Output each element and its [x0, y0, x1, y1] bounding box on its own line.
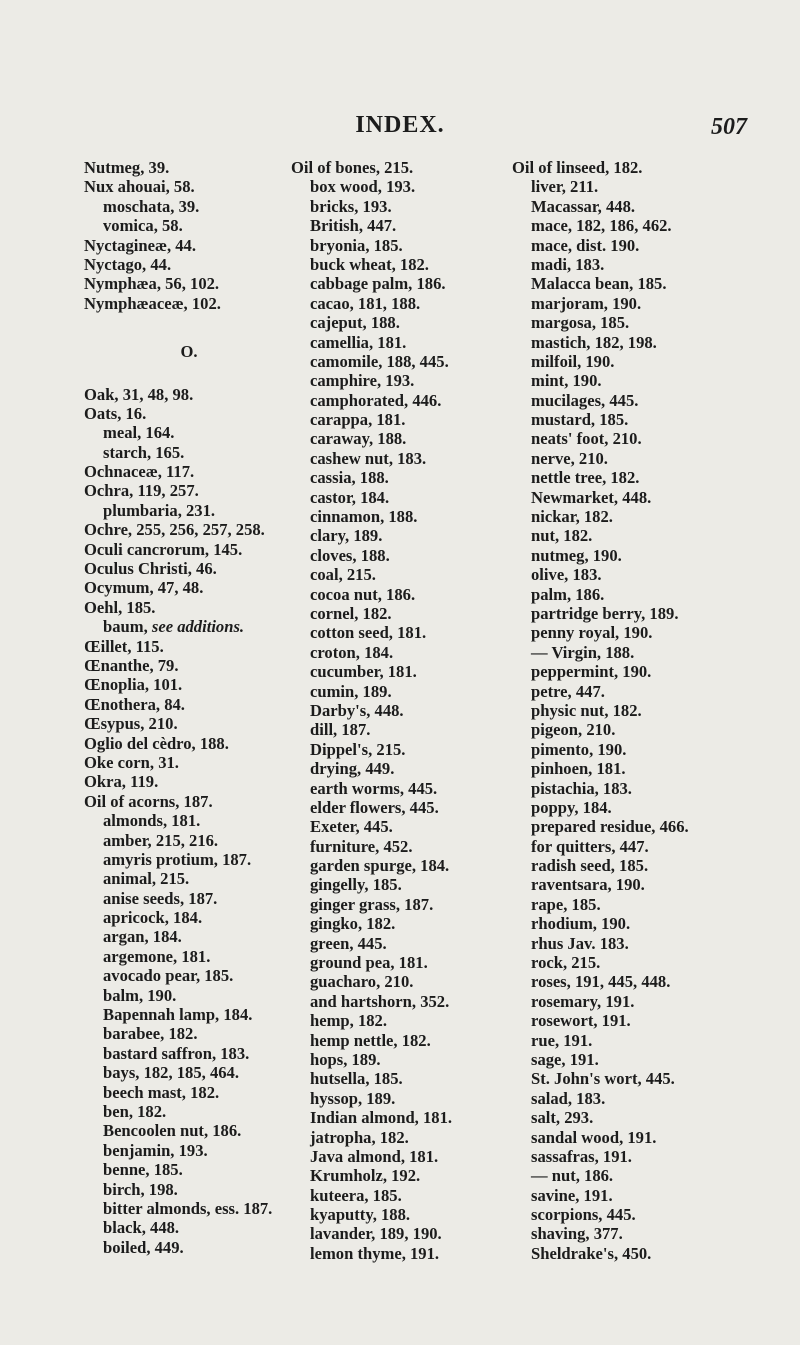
index-subentry: madi, 183.	[531, 254, 605, 274]
index-subentry: Bapennah lamp, 184.	[103, 1005, 253, 1025]
index-subentry: amyris protium, 187.	[103, 849, 252, 869]
index-entry: Œnoplia, 101.	[84, 675, 183, 695]
index-subentry: Exeter, 445.	[310, 817, 393, 837]
index-subentry: physic nut, 182.	[531, 700, 642, 720]
index-subentry: mustard, 185.	[531, 410, 629, 430]
index-subentry: salad, 183.	[531, 1088, 606, 1108]
index-column-1	[84, 158, 294, 1257]
index-subentry: sassafras, 191.	[531, 1146, 632, 1166]
page-title: INDEX.	[355, 112, 445, 138]
index-subentry: guacharo, 210.	[310, 972, 414, 992]
index-subentry: cacao, 181, 188.	[310, 293, 421, 313]
section-letter: O.	[180, 342, 198, 362]
index-subentry: cumin, 189.	[310, 681, 392, 701]
index-subentry: bryonia, 185.	[310, 235, 403, 255]
index-subentry: boiled, 449.	[103, 1237, 184, 1257]
index-subentry: nettle tree, 182.	[531, 468, 640, 488]
index-subentry: box wood, 193.	[310, 177, 416, 197]
index-subentry: neats' foot, 210.	[531, 429, 642, 449]
index-column-3	[512, 158, 757, 1263]
index-subentry: ground pea, 181.	[310, 953, 428, 973]
index-subentry: margosa, 185.	[531, 313, 630, 333]
index-entry: Okra, 119.	[84, 772, 159, 792]
index-subentry: moschata, 39.	[103, 196, 200, 216]
index-subentry: prepared residue, 466.	[531, 817, 689, 837]
index-subentry: St. John's wort, 445.	[531, 1069, 675, 1089]
index-entry: Œsypus, 210.	[84, 714, 178, 734]
index-subentry: camphorated, 446.	[310, 390, 442, 410]
index-subentry: gingko, 182.	[310, 914, 396, 934]
index-subentry: castor, 184.	[310, 487, 390, 507]
index-entry: Oil of bones, 215.	[291, 158, 414, 177]
index-entry: Ocymum, 47, 48.	[84, 578, 204, 598]
index-subentry: nerve, 210.	[531, 448, 608, 468]
index-subentry: animal, 215.	[103, 869, 190, 889]
index-subentry: kuteera, 185.	[310, 1185, 402, 1205]
index-subentry: bricks, 193.	[310, 196, 392, 216]
index-subentry: pistachia, 183.	[531, 778, 632, 798]
index-subentry: pinhoen, 181.	[531, 759, 626, 779]
index-subentry: hops, 189.	[310, 1049, 381, 1069]
index-subentry: cinnamon, 188.	[310, 507, 418, 527]
index-subentry: cocoa nut, 186.	[310, 584, 416, 604]
index-subentry: bays, 182, 185, 464.	[103, 1063, 239, 1083]
index-subentry: benjamin, 193.	[103, 1140, 208, 1160]
index-subentry: barabee, 182.	[103, 1024, 198, 1044]
index-subentry: olive, 183.	[531, 565, 602, 585]
index-subentry: coal, 215.	[310, 565, 376, 585]
index-subentry: Krumholz, 192.	[310, 1166, 421, 1186]
index-subentry: hyssop, 189.	[310, 1088, 396, 1108]
index-subentry: meal, 164.	[103, 423, 175, 443]
index-subentry: peppermint, 190.	[531, 662, 652, 682]
index-subentry: bastard saffron, 183.	[103, 1043, 250, 1063]
index-subentry: cassia, 188.	[310, 468, 389, 488]
index-subentry: cabbage palm, 186.	[310, 274, 446, 294]
index-subentry: Dippel's, 215.	[310, 739, 406, 759]
index-subentry: beech mast, 182.	[103, 1082, 220, 1102]
index-entry: Nymphæa, 56, 102.	[84, 274, 220, 294]
index-subentry: camellia, 181.	[310, 332, 407, 352]
index-subentry: scorpions, 445.	[531, 1205, 636, 1225]
page-header	[0, 112, 800, 142]
index-entry: Oculus Christi, 46.	[84, 559, 217, 579]
index-subentry: caraway, 188.	[310, 429, 407, 449]
index-subentry: drying, 449.	[310, 759, 395, 779]
index-entry: Oglio del cèdro, 188.	[84, 733, 229, 753]
index-subentry: nutmeg, 190.	[531, 545, 622, 565]
index-subentry: mace, 182, 186, 462.	[531, 216, 672, 236]
index-subentry: avocado pear, 185.	[103, 966, 234, 986]
index-subentry: Java almond, 181.	[310, 1146, 439, 1166]
page-number: 507	[711, 114, 747, 140]
index-subentry: furniture, 452.	[310, 836, 413, 856]
index-subentry: for quitters, 447.	[531, 836, 649, 856]
index-entry: Nymphæaceæ, 102.	[84, 293, 221, 313]
index-subentry: argemone, 181.	[103, 946, 211, 966]
index-subentry: balm, 190.	[103, 985, 177, 1005]
index-subentry: elder flowers, 445.	[310, 797, 439, 817]
index-subentry: almonds, 181.	[103, 811, 201, 831]
index-subentry: argan, 184.	[103, 927, 182, 947]
index-subentry: savine, 191.	[531, 1185, 613, 1205]
index-subentry: Darby's, 448.	[310, 700, 404, 720]
index-subentry: Macassar, 448.	[531, 196, 636, 216]
index-entry: Nyctago, 44.	[84, 254, 172, 274]
index-entry: Oculi cancrorum, 145.	[84, 539, 243, 559]
index-subentry: nut, 182.	[531, 526, 593, 546]
index-entry: Nutmeg, 39.	[84, 158, 170, 177]
index-subentry: kyaputty, 188.	[310, 1205, 411, 1225]
index-subentry: benne, 185.	[103, 1160, 183, 1180]
index-entry: Œnanthe, 79.	[84, 655, 179, 675]
index-subentry: carappa, 181.	[310, 410, 406, 430]
index-subentry: rhus Jav. 183.	[531, 933, 629, 953]
index-entry: Nux ahouai, 58.	[84, 177, 195, 197]
index-subentry: bitter almonds, ess. 187.	[103, 1198, 273, 1218]
index-entry: Oke corn, 31.	[84, 752, 179, 772]
index-subentry: cloves, 188.	[310, 545, 390, 565]
index-subentry: marjoram, 190.	[531, 293, 642, 313]
index-subentry: — Virgin, 188.	[531, 642, 635, 662]
index-subentry: nickar, 182.	[531, 507, 613, 527]
index-entry: Ochre, 255, 256, 257, 258.	[84, 520, 265, 540]
index-subentry: dill, 187.	[310, 720, 371, 740]
subentry-text: baum,	[103, 617, 152, 637]
index-subentry: croton, 184.	[310, 642, 394, 662]
index-subentry: sage, 191.	[531, 1049, 599, 1069]
index-subentry: mace, dist. 190.	[531, 235, 640, 255]
index-subentry: petre, 447.	[531, 681, 605, 701]
index-subentry: Indian almond, 181.	[310, 1108, 453, 1128]
index-subentry: rue, 191.	[531, 1030, 593, 1050]
index-subentry: Malacca bean, 185.	[531, 274, 667, 294]
index-subentry: cotton seed, 181.	[310, 623, 427, 643]
index-subentry: milfoil, 190.	[531, 351, 615, 371]
index-subentry: hemp nettle, 182.	[310, 1030, 431, 1050]
index-subentry: earth worms, 445.	[310, 778, 438, 798]
index-entry: Oil of linseed, 182.	[512, 158, 643, 177]
index-subentry: British, 447.	[310, 216, 397, 236]
index-subentry: hemp, 182.	[310, 1011, 387, 1031]
index-subentry: mint, 190.	[531, 371, 602, 391]
index-subentry: Newmarket, 448.	[531, 487, 652, 507]
index-subentry: cucumber, 181.	[310, 662, 417, 682]
index-subentry: apricock, 184.	[103, 908, 203, 928]
index-subentry: roses, 191, 445, 448.	[531, 972, 671, 992]
index-subentry: cornel, 182.	[310, 603, 392, 623]
index-subentry	[84, 617, 294, 636]
index-subentry: liver, 211.	[531, 177, 599, 197]
index-entry: Oil of acorns, 187.	[84, 791, 213, 811]
index-subentry: rhodium, 190.	[531, 914, 631, 934]
index-subentry: starch, 165.	[103, 442, 185, 462]
index-entry: Œnothera, 84.	[84, 694, 185, 714]
index-subentry: cashew nut, 183.	[310, 448, 427, 468]
index-subentry: black, 448.	[103, 1218, 180, 1238]
index-subentry: jatropha, 182.	[310, 1127, 409, 1147]
index-subentry: poppy, 184.	[531, 797, 612, 817]
index-entry: Œillet, 115.	[84, 636, 164, 656]
index-entry: Ochra, 119, 257.	[84, 481, 199, 501]
index-subentry: raventsara, 190.	[531, 875, 645, 895]
index-subentry: rosemary, 191.	[531, 991, 635, 1011]
index-subentry: rock, 215.	[531, 953, 601, 973]
index-subentry: and hartshorn, 352.	[310, 991, 450, 1011]
index-subentry: plumbaria, 231.	[103, 500, 216, 520]
index-subentry: palm, 186.	[531, 584, 605, 604]
index-subentry: hutsella, 185.	[310, 1069, 403, 1089]
index-column-2	[291, 158, 511, 1263]
index-subentry: garden spurge, 184.	[310, 856, 450, 876]
index-subentry: radish seed, 185.	[531, 856, 649, 876]
index-subentry: camomile, 188, 445.	[310, 351, 449, 371]
index-subentry: clary, 189.	[310, 526, 383, 546]
index-subentry: lemon thyme, 191.	[310, 1243, 440, 1263]
see-reference: see additions.	[151, 617, 245, 637]
index-subentry: birch, 198.	[103, 1179, 178, 1199]
index-subentry: Sheldrake's, 450.	[531, 1243, 652, 1263]
index-subentry: salt, 293.	[531, 1108, 594, 1128]
index-entry: Ochnaceæ, 117.	[84, 462, 195, 482]
index-subentry: pigeon, 210.	[531, 720, 616, 740]
index-subentry: camphire, 193.	[310, 371, 415, 391]
index-subentry: mastich, 182, 198.	[531, 332, 657, 352]
index-entry: Oehl, 185.	[84, 597, 156, 617]
index-subentry: anise seeds, 187.	[103, 888, 218, 908]
index-subentry: ginger grass, 187.	[310, 894, 434, 914]
index-subentry: ben, 182.	[103, 1101, 167, 1121]
index-subentry: rape, 185.	[531, 894, 601, 914]
index-subentry: mucilages, 445.	[531, 390, 639, 410]
index-subentry: partridge berry, 189.	[531, 603, 679, 623]
index-entry: Oats, 16.	[84, 403, 147, 423]
index-subentry: green, 445.	[310, 933, 387, 953]
index-subentry: pimento, 190.	[531, 739, 627, 759]
index-subentry: rosewort, 191.	[531, 1011, 631, 1031]
index-entry: Oak, 31, 48, 98.	[84, 384, 194, 404]
index-subentry: gingelly, 185.	[310, 875, 402, 895]
index-subentry: penny royal, 190.	[531, 623, 653, 643]
index-subentry: lavander, 189, 190.	[310, 1224, 442, 1244]
index-subentry: vomica, 58.	[103, 216, 183, 236]
index-subentry: buck wheat, 182.	[310, 254, 429, 274]
index-subentry: Bencoolen nut, 186.	[103, 1121, 242, 1141]
index-subentry: — nut, 186.	[531, 1166, 614, 1186]
index-subentry: cajeput, 188.	[310, 313, 400, 333]
index-subentry: amber, 215, 216.	[103, 830, 219, 850]
index-subentry: shaving, 377.	[531, 1224, 623, 1244]
index-entry: Nyctagineæ, 44.	[84, 235, 196, 255]
index-subentry: sandal wood, 191.	[531, 1127, 657, 1147]
